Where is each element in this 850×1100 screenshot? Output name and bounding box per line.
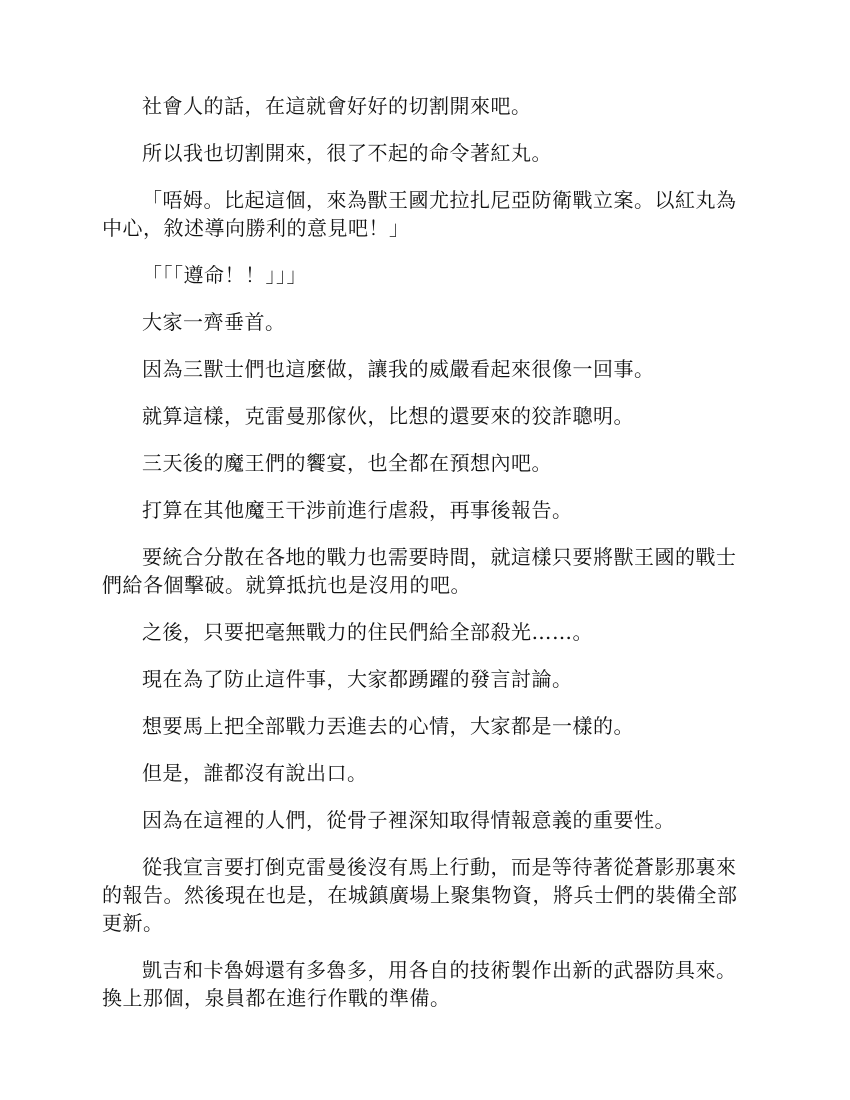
paragraph: 要統合分散在各地的戰力也需要時間，就這樣只要將獸王國的戰士們給各個擊破。就算抵抗也是沒用的吧。	[102, 545, 737, 597]
paragraph: 之後，只要把毫無戰力的住民們給全部殺光……。	[142, 620, 593, 644]
paragraph: 就算這樣，克雷曼那傢伙，比想的還要來的狡詐聰明。	[142, 404, 634, 428]
paragraph: 所以我也切割開來，很了不起的命令著紅丸。	[142, 141, 552, 165]
paragraph: 但是，誰都沒有說出口。	[142, 761, 368, 785]
document-body	[102, 92, 750, 1031]
paragraph: 因為三獸士們也這麼做，讓我的威嚴看起來很像一回事。	[142, 357, 655, 381]
paragraph: 三天後的魔王們的饗宴，也全都在預想內吧。	[142, 451, 552, 475]
paragraph: 「「「遵命！！」」」	[142, 263, 307, 287]
paragraph: 凱吉和卡魯姆還有多魯多，用各自的技術製作出新的武器防具來。換上那個，泉員都在進行作戰的準備。	[102, 958, 737, 1010]
paragraph: 因為在這裡的人們，從骨子裡深知取得情報意義的重要性。	[142, 808, 675, 832]
paragraph: 大家一齊垂首。	[142, 310, 286, 334]
paragraph: 現在為了防止這件事，大家都踴躍的發言討論。	[142, 667, 573, 691]
paragraph: 想要馬上把全部戰力丟進去的心情，大家都是一樣的。	[142, 714, 634, 738]
paragraph: 打算在其他魔王干涉前進行虐殺，再事後報告。	[142, 498, 573, 522]
paragraph: 「唔姆。比起這個，來為獸王國尤拉扎尼亞防衛戰立案。以紅丸為中心，敘述導向勝利的意見吧！」	[102, 188, 737, 240]
paragraph: 社會人的話，在這就會好好的切割開來吧。	[142, 94, 532, 118]
paragraph: 從我宣言要打倒克雷曼後沒有馬上行動，而是等待著從蒼影那裏來的報告。然後現在也是，在城鎮廣場上聚集物資，將兵士們的裝備全部更新。	[102, 855, 738, 935]
